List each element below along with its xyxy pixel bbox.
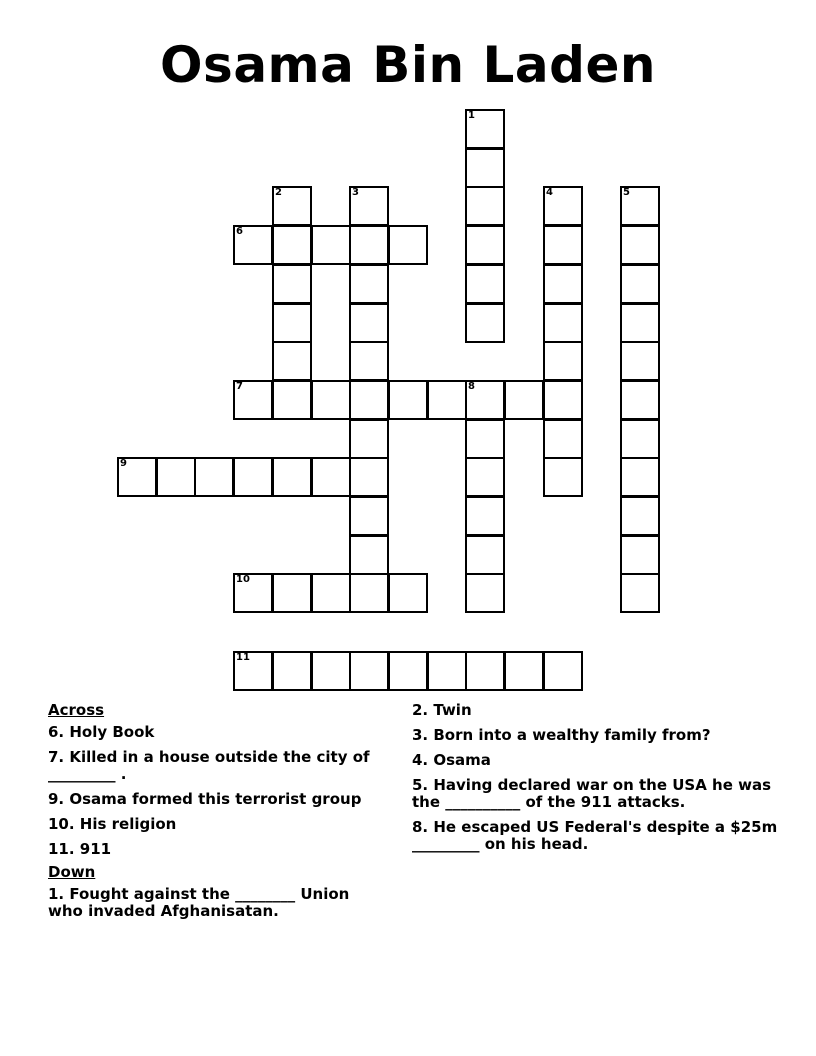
grid-cell[interactable] [465, 535, 505, 575]
grid-cell[interactable] [620, 380, 660, 420]
clue-number: 10 [236, 574, 250, 585]
grid-cell[interactable] [620, 225, 660, 265]
grid-cell[interactable] [504, 651, 544, 691]
grid-cell[interactable] [543, 457, 583, 497]
grid-cell[interactable] [620, 303, 660, 343]
grid-cell[interactable] [349, 225, 389, 265]
grid-cell[interactable] [620, 419, 660, 459]
grid-cell[interactable] [311, 651, 351, 691]
grid-cell[interactable] [272, 186, 312, 226]
grid-cell[interactable] [465, 496, 505, 536]
grid-cell[interactable] [272, 380, 312, 420]
grid-cell[interactable] [543, 651, 583, 691]
grid-cell[interactable] [543, 186, 583, 226]
grid-cell[interactable] [543, 225, 583, 265]
clue-down-3: 3. Born into a wealthy family from? [412, 726, 711, 744]
grid-cell[interactable] [620, 535, 660, 575]
clue-number: 7 [236, 381, 243, 392]
across-heading: Across [48, 701, 105, 719]
clue-number: 2 [275, 187, 282, 198]
grid-cell[interactable] [543, 303, 583, 343]
grid-cell[interactable] [272, 457, 312, 497]
clue-across-7: 7. Killed in a house outside the city of _________ . [48, 748, 370, 783]
grid-cell[interactable] [233, 225, 273, 265]
grid-cell[interactable] [194, 457, 234, 497]
clue-number: 11 [236, 652, 250, 663]
grid-cell[interactable] [349, 496, 389, 536]
clues-left-column [48, 702, 388, 928]
grid-cell[interactable] [349, 457, 389, 497]
grid-cell[interactable] [543, 264, 583, 304]
grid-cell[interactable] [349, 303, 389, 343]
grid-cell[interactable] [233, 380, 273, 420]
grid-cell[interactable] [349, 573, 389, 613]
page-title: Osama Bin Laden [160, 36, 656, 94]
grid-cell[interactable] [311, 225, 351, 265]
grid-cell[interactable] [233, 457, 273, 497]
clue-number: 9 [120, 458, 127, 469]
grid-cell[interactable] [388, 651, 428, 691]
clue-number: 4 [546, 187, 553, 198]
grid-cell[interactable] [272, 573, 312, 613]
clue-across-6: 6. Holy Book [48, 723, 155, 741]
grid-cell[interactable] [465, 264, 505, 304]
grid-cell[interactable] [465, 303, 505, 343]
grid-cell[interactable] [543, 419, 583, 459]
grid-cell[interactable] [272, 303, 312, 343]
grid-cell[interactable] [543, 341, 583, 381]
grid-cell[interactable] [620, 457, 660, 497]
grid-cell[interactable] [388, 573, 428, 613]
grid-cell[interactable] [349, 535, 389, 575]
clue-down-1: 1. Fought against the ________ Union who invaded Afghanisatan. [48, 885, 350, 920]
grid-cell[interactable] [311, 457, 351, 497]
grid-cell[interactable] [427, 651, 467, 691]
grid-cell[interactable] [427, 380, 467, 420]
clue-number: 8 [468, 381, 475, 392]
grid-cell[interactable] [349, 186, 389, 226]
grid-cell[interactable] [388, 380, 428, 420]
grid-cell[interactable] [272, 341, 312, 381]
grid-cell[interactable] [349, 341, 389, 381]
clue-number: 3 [352, 187, 359, 198]
grid-cell[interactable] [349, 380, 389, 420]
grid-cell[interactable] [543, 380, 583, 420]
grid-cell[interactable] [465, 419, 505, 459]
clue-across-9: 9. Osama formed this terrorist group [48, 790, 362, 808]
grid-cell[interactable] [620, 264, 660, 304]
grid-cell[interactable] [465, 109, 505, 149]
grid-cell[interactable] [620, 186, 660, 226]
grid-cell[interactable] [465, 457, 505, 497]
clue-number: 6 [236, 226, 243, 237]
grid-cell[interactable] [620, 496, 660, 536]
grid-cell[interactable] [233, 573, 273, 613]
grid-cell[interactable] [504, 380, 544, 420]
grid-cell[interactable] [620, 341, 660, 381]
grid-cell[interactable] [620, 573, 660, 613]
down-heading: Down [48, 863, 96, 881]
grid-cell[interactable] [465, 225, 505, 265]
grid-cell[interactable] [465, 651, 505, 691]
grid-cell[interactable] [465, 573, 505, 613]
grid-cell[interactable] [349, 419, 389, 459]
clue-across-10: 10. His religion [48, 815, 177, 833]
grid-cell[interactable] [388, 225, 428, 265]
grid-cell[interactable] [117, 457, 157, 497]
grid-cell[interactable] [272, 264, 312, 304]
grid-cell[interactable] [233, 651, 273, 691]
grid-cell[interactable] [349, 264, 389, 304]
clue-across-11: 11. 911 [48, 840, 112, 858]
grid-cell[interactable] [156, 457, 196, 497]
clues-right-column [412, 702, 782, 861]
grid-cell[interactable] [272, 225, 312, 265]
clue-number: 5 [623, 187, 630, 198]
grid-cell[interactable] [349, 651, 389, 691]
clue-down-2: 2. Twin [412, 701, 472, 719]
grid-cell[interactable] [465, 186, 505, 226]
clue-down-5: 5. Having declared war on the USA he was the __________ of the 911 attacks. [412, 776, 772, 811]
grid-cell[interactable] [465, 148, 505, 188]
clue-down-4: 4. Osama [412, 751, 491, 769]
clue-number: 1 [468, 110, 475, 121]
grid-cell[interactable] [311, 573, 351, 613]
clue-down-8: 8. He escaped US Federal's despite a $25m _________ on his head. [412, 818, 778, 853]
grid-cell[interactable] [311, 380, 351, 420]
grid-cell[interactable] [465, 380, 505, 420]
grid-cell[interactable] [272, 651, 312, 691]
